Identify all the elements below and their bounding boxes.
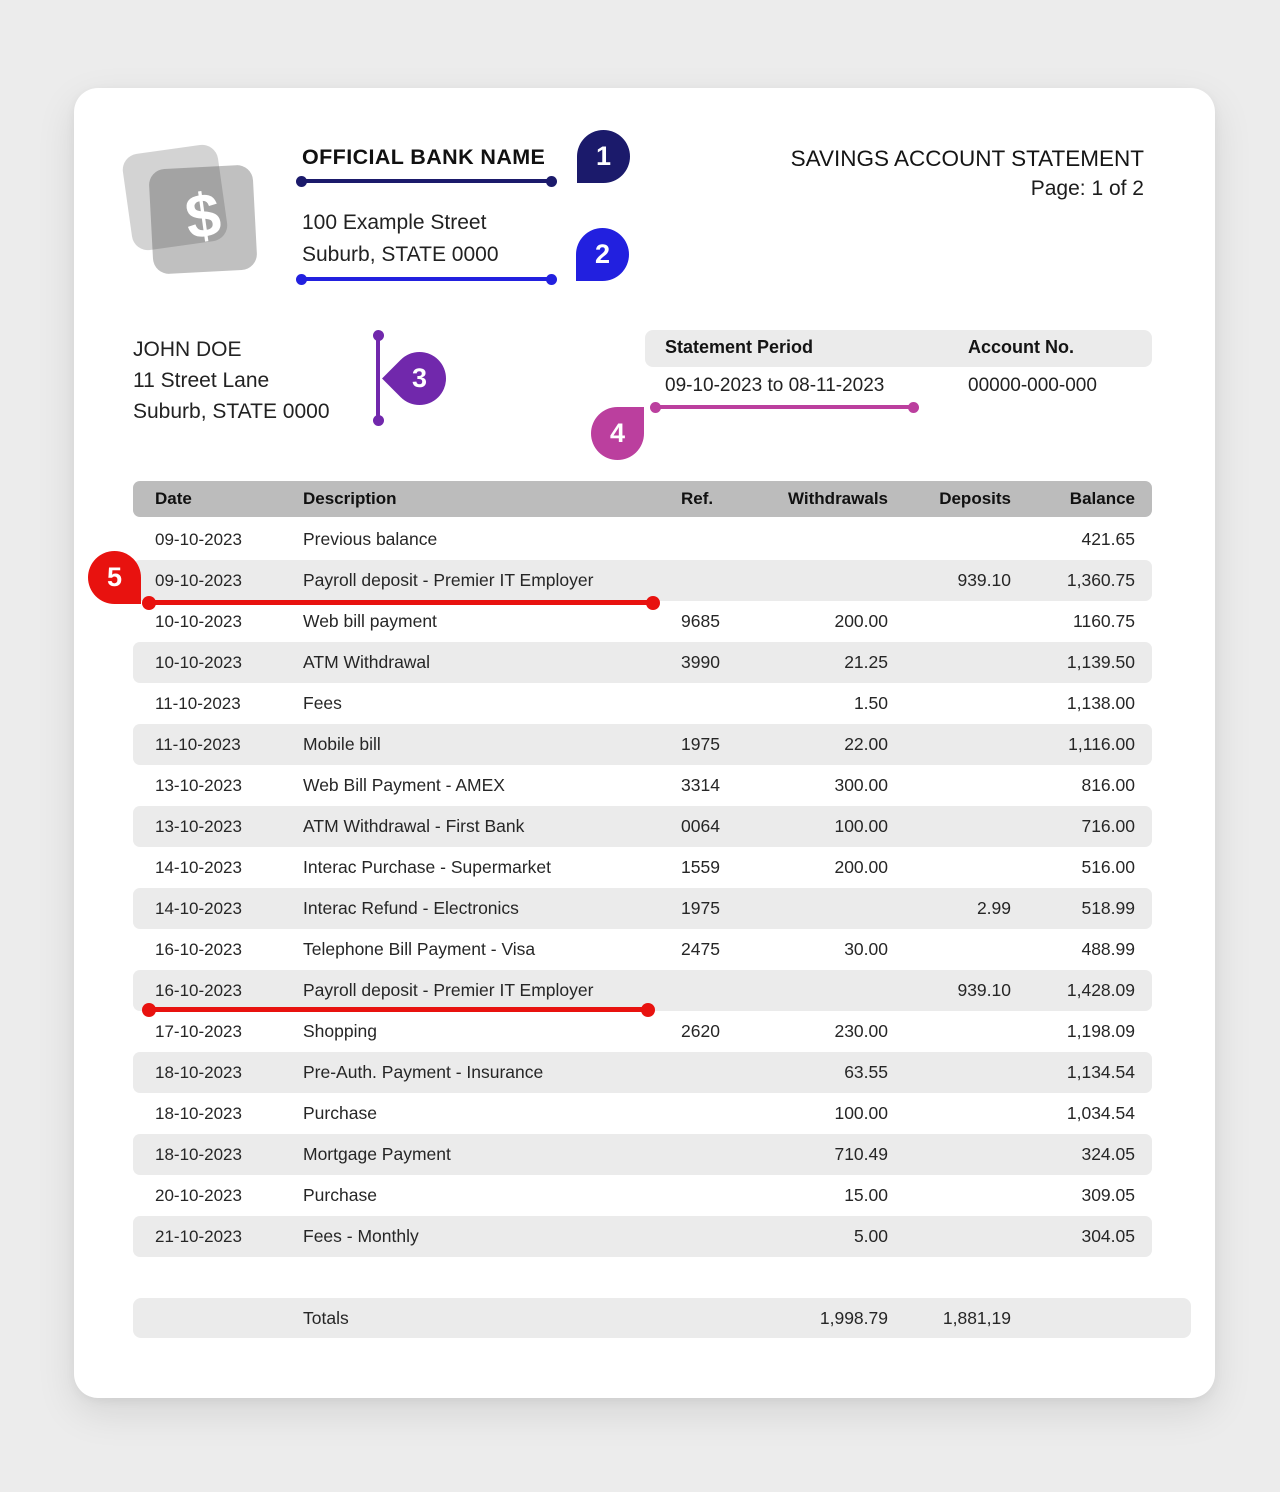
cell-balance: 1,198.09 — [1066, 1021, 1135, 1041]
cell-description: Mobile bill — [303, 734, 381, 754]
cell-description: ATM Withdrawal — [303, 652, 431, 672]
callout-4-number: 4 — [609, 418, 626, 448]
cell-ref: 9685 — [681, 611, 720, 631]
bank-address-line2: Suburb, STATE 0000 — [302, 243, 499, 266]
cell-ref: 2475 — [681, 939, 720, 959]
payroll-highlight-line-2 — [147, 1007, 650, 1012]
cell-date: 20-10-2023 — [155, 1185, 242, 1205]
cell-description: Previous balance — [303, 529, 438, 549]
cell-balance: 1,134.54 — [1066, 1062, 1135, 1082]
cell-withdrawals: 21.25 — [844, 652, 888, 672]
cell-balance: 518.99 — [1081, 898, 1135, 918]
cell-deposits: 2.99 — [976, 898, 1011, 918]
cell-balance: 1,034.54 — [1066, 1103, 1135, 1123]
callout-3 — [393, 352, 446, 405]
cell-date: 14-10-2023 — [155, 857, 242, 877]
cell-description: Interac Purchase - Supermarket — [303, 857, 552, 877]
document-title: SAVINGS ACCOUNT STATEMENT — [790, 146, 1144, 171]
cell-withdrawals: 30.00 — [844, 939, 888, 959]
customer-address-line2: Suburb, STATE 0000 — [133, 400, 330, 423]
callout-1-number: 1 — [595, 141, 612, 171]
cell-ref: 0064 — [681, 816, 720, 836]
statement-period-annotation-line — [654, 405, 915, 409]
cell-withdrawals: 63.55 — [844, 1062, 888, 1082]
table-row — [133, 1175, 1152, 1216]
cell-date: 18-10-2023 — [155, 1144, 242, 1164]
header-deposits: Deposits — [939, 489, 1011, 508]
bank-name: OFFICIAL BANK NAME — [302, 145, 546, 169]
cell-withdrawals: 5.00 — [853, 1226, 888, 1246]
callout-2 — [576, 228, 629, 281]
table-row — [133, 806, 1152, 847]
table-row — [133, 642, 1152, 683]
cell-balance: 421.65 — [1081, 529, 1135, 549]
cell-withdrawals: 300.00 — [834, 775, 888, 795]
cell-balance: 1,138.00 — [1066, 693, 1135, 713]
totals-withdrawals: 1,998.79 — [819, 1307, 888, 1328]
callout-2-number: 2 — [594, 239, 611, 269]
account-no-label: Account No. — [968, 337, 1074, 357]
cell-description: Purchase — [303, 1185, 377, 1205]
table-row — [133, 1134, 1152, 1175]
cell-description: Telephone Bill Payment - Visa — [303, 939, 536, 959]
customer-address-block — [133, 334, 330, 427]
cell-description: Fees - Monthly — [303, 1226, 419, 1246]
cell-withdrawals: 22.00 — [844, 734, 888, 754]
totals-label: Totals — [303, 1307, 349, 1328]
cell-description: Interac Refund - Electronics — [303, 898, 519, 918]
table-row — [133, 888, 1152, 929]
table-row — [133, 1093, 1152, 1134]
callout-1 — [577, 130, 630, 183]
cell-date: 17-10-2023 — [155, 1021, 242, 1041]
cell-date: 18-10-2023 — [155, 1103, 242, 1123]
cell-withdrawals: 100.00 — [834, 1103, 888, 1123]
bank-logo-front-square — [148, 164, 257, 274]
callout-3-number: 3 — [411, 363, 428, 393]
cell-deposits: 939.10 — [957, 570, 1011, 590]
cell-date: 13-10-2023 — [155, 816, 242, 836]
cell-ref: 3990 — [681, 652, 720, 672]
cell-ref: 1975 — [681, 734, 720, 754]
cell-date: 09-10-2023 — [155, 570, 242, 590]
header-withdrawals: Withdrawals — [788, 489, 888, 508]
cell-description: Web Bill Payment - AMEX — [303, 775, 505, 795]
cell-balance: 309.05 — [1081, 1185, 1135, 1205]
header-balance: Balance — [1069, 489, 1135, 508]
cell-description: Pre-Auth. Payment - Insurance — [303, 1062, 544, 1082]
cell-withdrawals: 710.49 — [834, 1144, 888, 1164]
cell-ref: 1559 — [681, 857, 720, 877]
callout-5 — [88, 551, 141, 604]
table-rows — [133, 519, 1152, 1257]
cell-date: 18-10-2023 — [155, 1062, 242, 1082]
cell-balance: 1,116.00 — [1068, 734, 1135, 754]
cell-ref: 1975 — [681, 898, 720, 918]
customer-name: JOHN DOE — [133, 338, 242, 361]
cell-balance: 1,428.09 — [1066, 980, 1135, 1000]
cell-description: Payroll deposit - Premier IT Employer — [303, 980, 594, 1000]
totals-row — [133, 1298, 1191, 1338]
customer-annotation-line — [376, 334, 380, 422]
cell-balance: 716.00 — [1081, 816, 1135, 836]
cell-date: 13-10-2023 — [155, 775, 242, 795]
cell-date: 11-10-2023 — [155, 734, 241, 754]
cell-date: 16-10-2023 — [155, 939, 242, 959]
callout-5-number: 5 — [106, 562, 123, 592]
table-row — [133, 1216, 1152, 1257]
cell-withdrawals: 200.00 — [834, 857, 888, 877]
transactions-table — [133, 481, 1152, 1257]
bank-address-line1: 100 Example Street — [302, 211, 487, 234]
bank-address — [302, 207, 499, 271]
cell-withdrawals: 100.00 — [834, 816, 888, 836]
cell-description: ATM Withdrawal - First Bank — [303, 816, 525, 836]
table-row — [133, 683, 1152, 724]
cell-description: Purchase — [303, 1103, 377, 1123]
statement-period-label: Statement Period — [665, 337, 814, 357]
cell-balance: 516.00 — [1081, 857, 1135, 877]
table-row — [133, 1052, 1152, 1093]
table-header-row — [133, 481, 1152, 517]
table-row — [133, 601, 1152, 642]
cell-balance: 1,360.75 — [1066, 570, 1135, 590]
table-row — [133, 929, 1152, 970]
cell-balance: 488.99 — [1081, 939, 1135, 959]
payroll-highlight-line-1 — [147, 600, 655, 605]
table-row — [133, 1011, 1152, 1052]
cell-description: Web bill payment — [303, 611, 437, 631]
bank-address-annotation-line — [300, 277, 553, 281]
cell-date: 16-10-2023 — [155, 980, 242, 1000]
table-row — [133, 765, 1152, 806]
cell-withdrawals: 200.00 — [834, 611, 888, 631]
header-ref: Ref. — [681, 489, 714, 508]
cell-description: Shopping — [303, 1021, 377, 1041]
bank-name-annotation-line — [300, 179, 553, 183]
cell-date: 10-10-2023 — [155, 652, 242, 672]
cell-deposits: 939.10 — [957, 980, 1011, 1000]
cell-balance: 1,139.50 — [1066, 652, 1135, 672]
cell-date: 10-10-2023 — [155, 611, 242, 631]
cell-withdrawals: 15.00 — [844, 1185, 888, 1205]
cell-date: 09-10-2023 — [155, 529, 242, 549]
cell-balance: 816.00 — [1081, 775, 1135, 795]
account-no-value: 00000-000-000 — [968, 375, 1097, 396]
header-date: Date — [155, 489, 192, 508]
header-description: Description — [303, 489, 397, 508]
cell-ref: 2620 — [681, 1021, 720, 1041]
cell-balance: 1160.75 — [1073, 611, 1135, 631]
cell-date: 11-10-2023 — [155, 693, 241, 713]
table-row — [133, 847, 1152, 888]
cell-date: 21-10-2023 — [155, 1226, 242, 1246]
totals-deposits: 1,881,19 — [942, 1307, 1011, 1328]
cell-withdrawals: 230.00 — [834, 1021, 888, 1041]
cell-description: Fees — [303, 693, 342, 713]
cell-balance: 304.05 — [1081, 1226, 1135, 1246]
table-row — [133, 560, 1152, 601]
table-row — [133, 724, 1152, 765]
callout-4 — [591, 407, 644, 460]
cell-ref: 3314 — [681, 775, 720, 795]
statement-period-value: 09-10-2023 to 08-11-2023 — [665, 375, 885, 396]
cell-withdrawals: 1.50 — [853, 693, 888, 713]
cell-balance: 324.05 — [1081, 1144, 1135, 1164]
table-row — [133, 519, 1152, 560]
dollar-icon: $ — [180, 179, 225, 253]
cell-description: Payroll deposit - Premier IT Employer — [303, 570, 594, 590]
cell-date: 14-10-2023 — [155, 898, 242, 918]
customer-address-line1: 11 Street Lane — [133, 369, 270, 392]
page-indicator: Page: 1 of 2 — [1030, 177, 1144, 200]
cell-description: Mortgage Payment — [303, 1144, 451, 1164]
